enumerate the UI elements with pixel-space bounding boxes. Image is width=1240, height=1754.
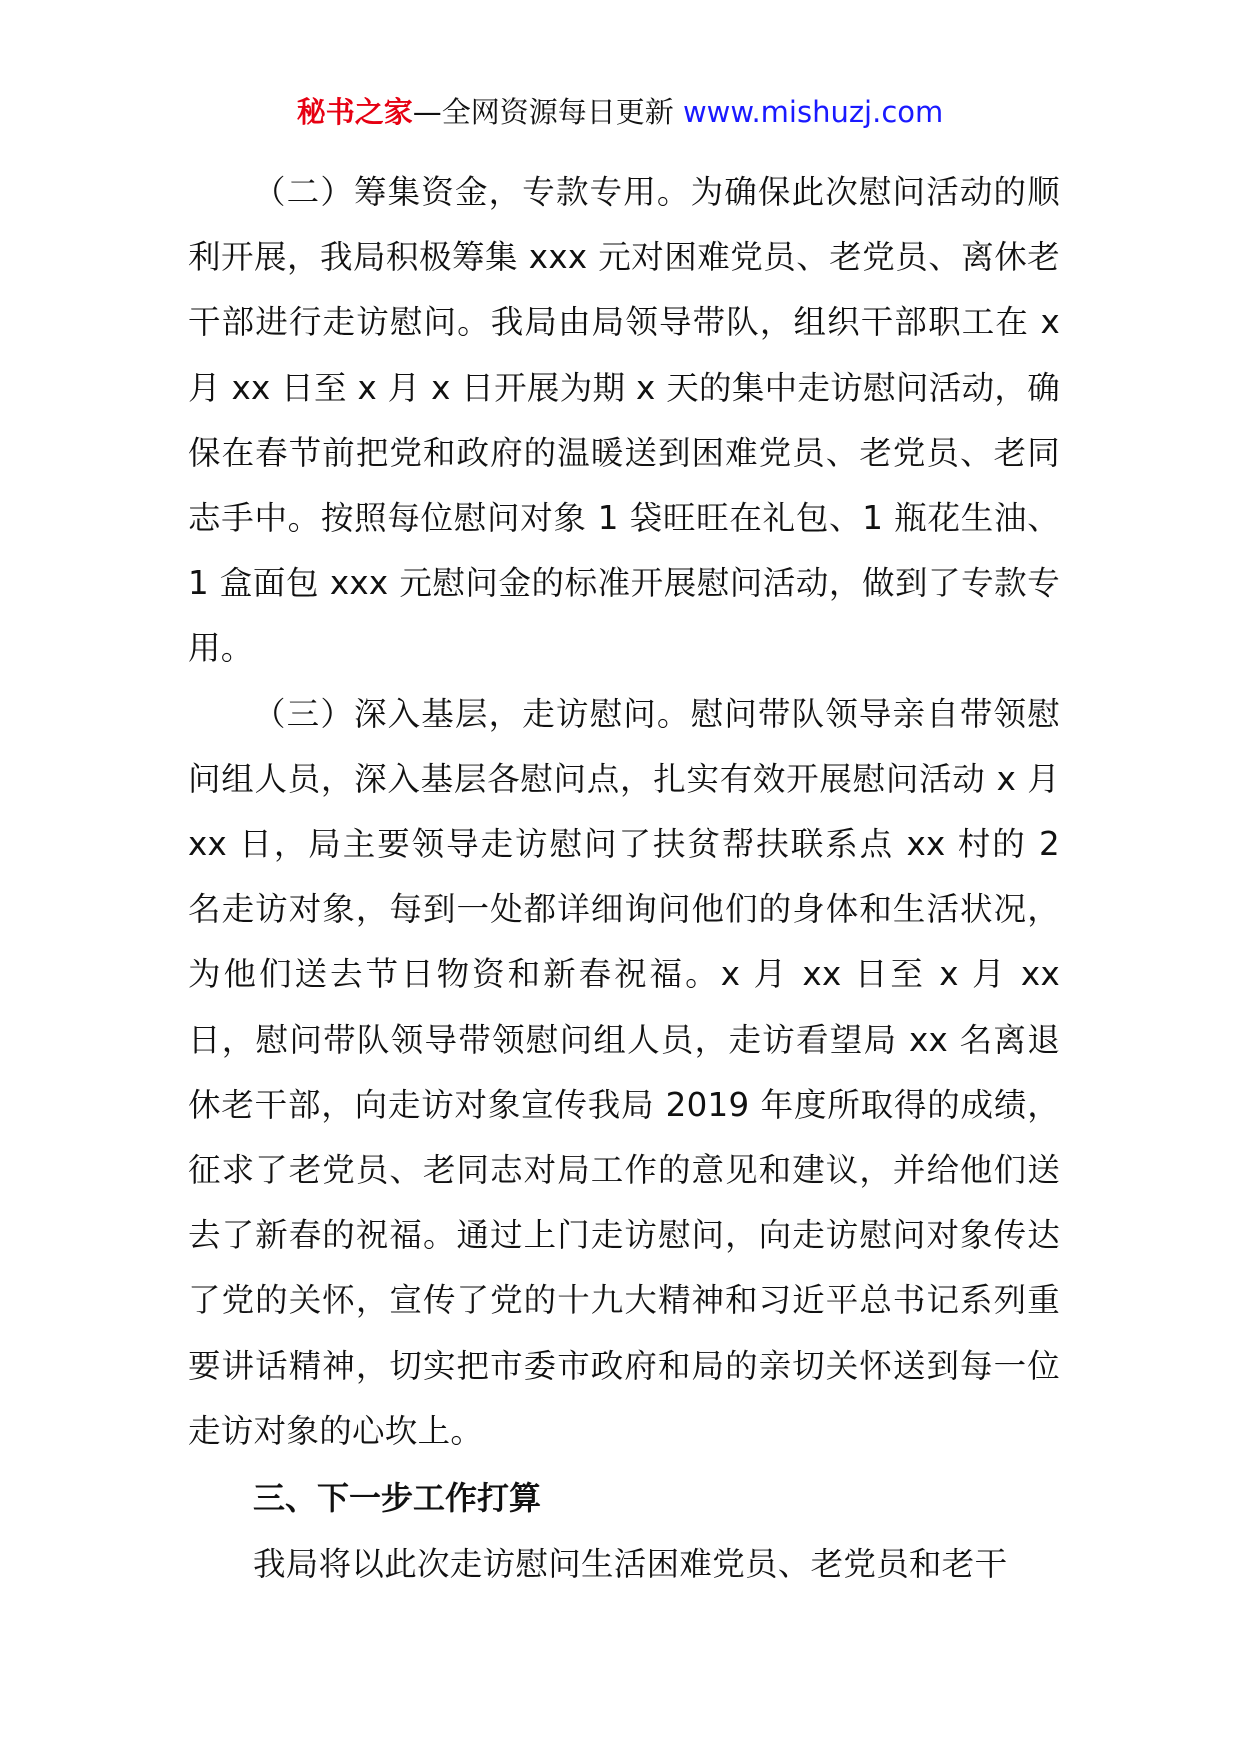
header-tagline: —全网资源每日更新 bbox=[412, 95, 683, 129]
brand-name: 秘书之家 bbox=[296, 95, 413, 129]
document-body bbox=[188, 160, 1060, 1597]
paragraph-next-steps: 我局将以此次走访慰问生活困难党员、老党员和老干 bbox=[253, 1545, 1008, 1584]
site-url-link[interactable]: www.mishuzj.com bbox=[682, 95, 944, 129]
paragraph-visits: （三）深入基层，走访慰问。慰问带队领导亲自带领慰问组人员，深入基层各慰问点，扎实有效开展慰问活动 x 月 xx 日，局主要领导走访慰问了扶贫帮扶联系点 xx 村的 2 名走访对象，每到一处都详细询问他们的身体和生活状况，为他们送去节日物资和新春祝福。x 月 xx 日至 x 月 xx 日，慰问带队领导带领慰问组人员，走访看望局 xx 名离退休老干部，向走访对象宣传我局 2019 年度所取得的成绩，征求了老党员、老同志对局工作的意见和建议，并给他们送去了新春的祝福。通过上门走访慰问，向走访慰问对象传达了党的关怀，宣传了党的十九大精神和习近平总书记系列重要讲话精神，切实把市委市政府和局的亲切关怀送到每一位走访对象的心坎上。 bbox=[188, 694, 1060, 1450]
site-header bbox=[0, 92, 1240, 132]
section-heading-next-steps: 三、下一步工作打算 bbox=[253, 1479, 542, 1518]
paragraph-fundraising: （二）筹集资金，专款专用。为确保此次慰问活动的顺利开展，我局积极筹集 xxx 元对困难党员、老党员、离休老干部进行走访慰问。我局由局领导带队，组织干部职工在 x 月 xx 日至 x 月 x 日开展为期 x 天的集中走访慰问活动，确保在春节前把党和政府的温暖送到困难党员、老党员、老同志手中。按照每位慰问对象 1 袋旺旺在礼包、1 瓶花生油、1 盒面包 xxx 元慰问金的标准开展慰问活动，做到了专款专用。 bbox=[188, 173, 1060, 668]
